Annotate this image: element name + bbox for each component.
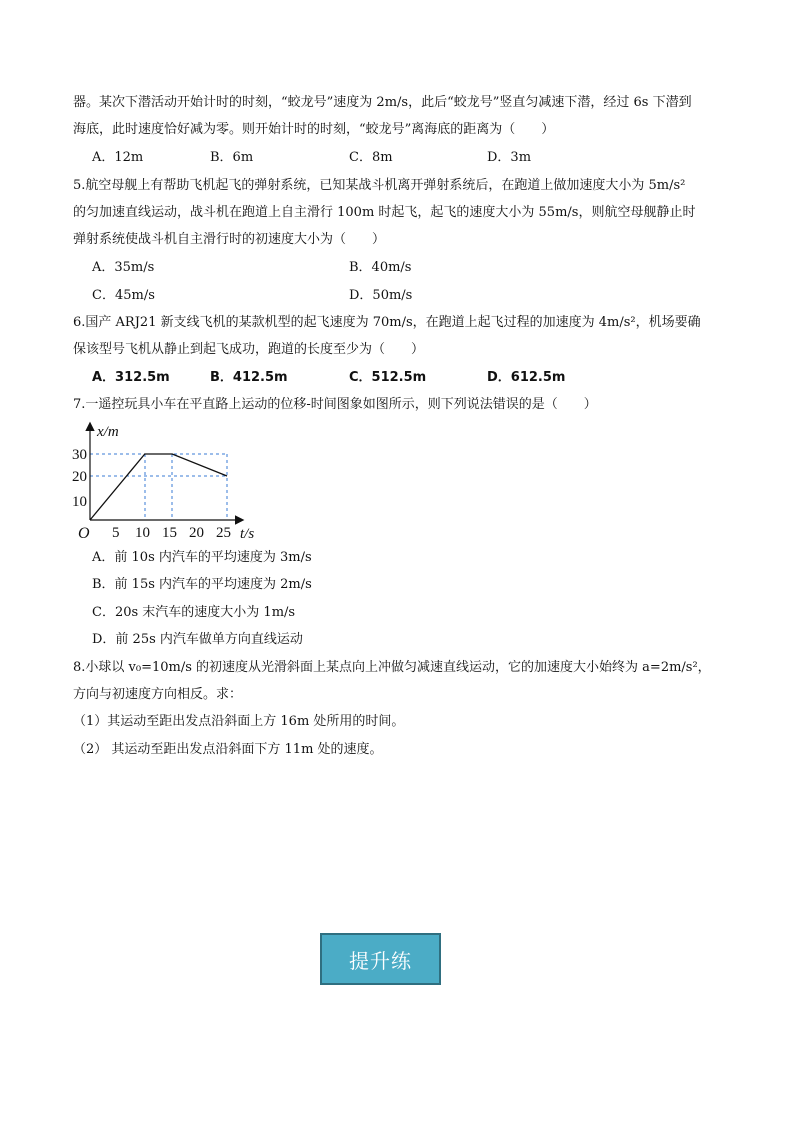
q5-text-line2: 的匀加速直线运动，战斗机在跑道上自主滑行 100m 时起飞，起飞的速度大小为 55m/s，则航空母舰静止时 xyxy=(73,205,696,220)
q7-option-c[interactable]: C．20s 末汽车的速度大小为 1m/s xyxy=(92,605,296,620)
q6-option-d[interactable]: D．612.5m xyxy=(487,370,566,385)
origin-label: O xyxy=(78,525,90,542)
q5-option-b[interactable]: B．40m/s xyxy=(349,260,412,275)
q4-option-b[interactable]: B．6m xyxy=(210,150,254,165)
q8-sub2: （2） 其运动至距出发点沿斜面下方 11m 处的速度。 xyxy=(73,742,383,757)
q6-text-line1: 6.国产 ARJ21 新支线飞机的某款机型的起飞速度为 70m/s，在跑道上起飞过程的加速度为 4m/s²，机场要确 xyxy=(73,315,701,330)
q8-text-line2: 方向与初速度方向相反。求： xyxy=(73,687,243,702)
q5-option-a[interactable]: A．35m/s xyxy=(92,260,155,275)
xt-curve xyxy=(90,454,227,520)
ytick-30: 30 xyxy=(72,447,87,463)
q8-sub1: （1）其运动至距出发点沿斜面上方 16m 处所用的时间。 xyxy=(73,714,405,729)
ytick-20: 20 xyxy=(72,469,87,485)
xtick-15: 15 xyxy=(162,525,177,541)
q7-option-a[interactable]: A．前 10s 内汽车的平均速度为 3m/s xyxy=(92,550,312,565)
q7-text-line1: 7.一遥控玩具小车在平直路上运动的位移-时间图象如图所示，则下列说法错误的是（ ） xyxy=(73,397,597,412)
x-axis-label: t/s xyxy=(240,526,255,542)
q6-option-b[interactable]: B．412.5m xyxy=(210,370,288,385)
q5-option-d[interactable]: D．50m/s xyxy=(349,288,413,303)
q6-option-a[interactable]: A．312.5m xyxy=(92,370,170,385)
q5-option-c[interactable]: C．45m/s xyxy=(92,288,155,303)
q5-text-line3: 弹射系统使战斗机自主滑行时的初速度大小为（ ） xyxy=(73,232,386,247)
xtick-5: 5 xyxy=(112,525,120,541)
q5-text-line1: 5.航空母舰上有帮助飞机起飞的弹射系统，已知某战斗机离开弹射系统后，在跑道上做加速度大小为 5m/s² xyxy=(73,178,686,193)
section-advance-button[interactable] xyxy=(320,933,441,985)
q4-option-d[interactable]: D．3m xyxy=(487,150,532,165)
q4-text-line1: 器。某次下潜活动开始计时的时刻，“蛟龙号”速度为 2m/s，此后“蛟龙号”竖直匀减速下潜，经过 6s 下潜到 xyxy=(73,95,692,110)
xt-graph xyxy=(70,420,270,545)
xtick-25: 25 xyxy=(216,525,231,541)
ytick-10: 10 xyxy=(72,494,87,510)
xtick-20: 20 xyxy=(189,525,204,541)
q6-option-c[interactable]: C．512.5m xyxy=(349,370,427,385)
q4-text-line2: 海底，此时速度恰好减为零。则开始计时的时刻，“蛟龙号”离海底的距离为（ ） xyxy=(73,122,555,137)
q7-option-b[interactable]: B．前 15s 内汽车的平均速度为 2m/s xyxy=(92,577,312,592)
q4-option-a[interactable]: A．12m xyxy=(92,150,144,165)
q6-text-line2: 保该型号飞机从静止到起飞成功，跑道的长度至少为（ ） xyxy=(73,342,425,357)
q4-option-c[interactable]: C．8m xyxy=(349,150,393,165)
q8-text-line1: 8.小球以 v₀=10m/s 的初速度从光滑斜面上某点向上冲做匀减速直线运动，它的加速度大小始终为 a=2m/s²， xyxy=(73,660,711,675)
q7-option-d[interactable]: D．前 25s 内汽车做单方向直线运动 xyxy=(92,632,303,647)
graph-guides xyxy=(90,454,227,520)
section-advance-label: 提升练 xyxy=(349,948,412,973)
y-axis-label: x/m xyxy=(97,424,119,440)
xtick-10: 10 xyxy=(135,525,150,541)
